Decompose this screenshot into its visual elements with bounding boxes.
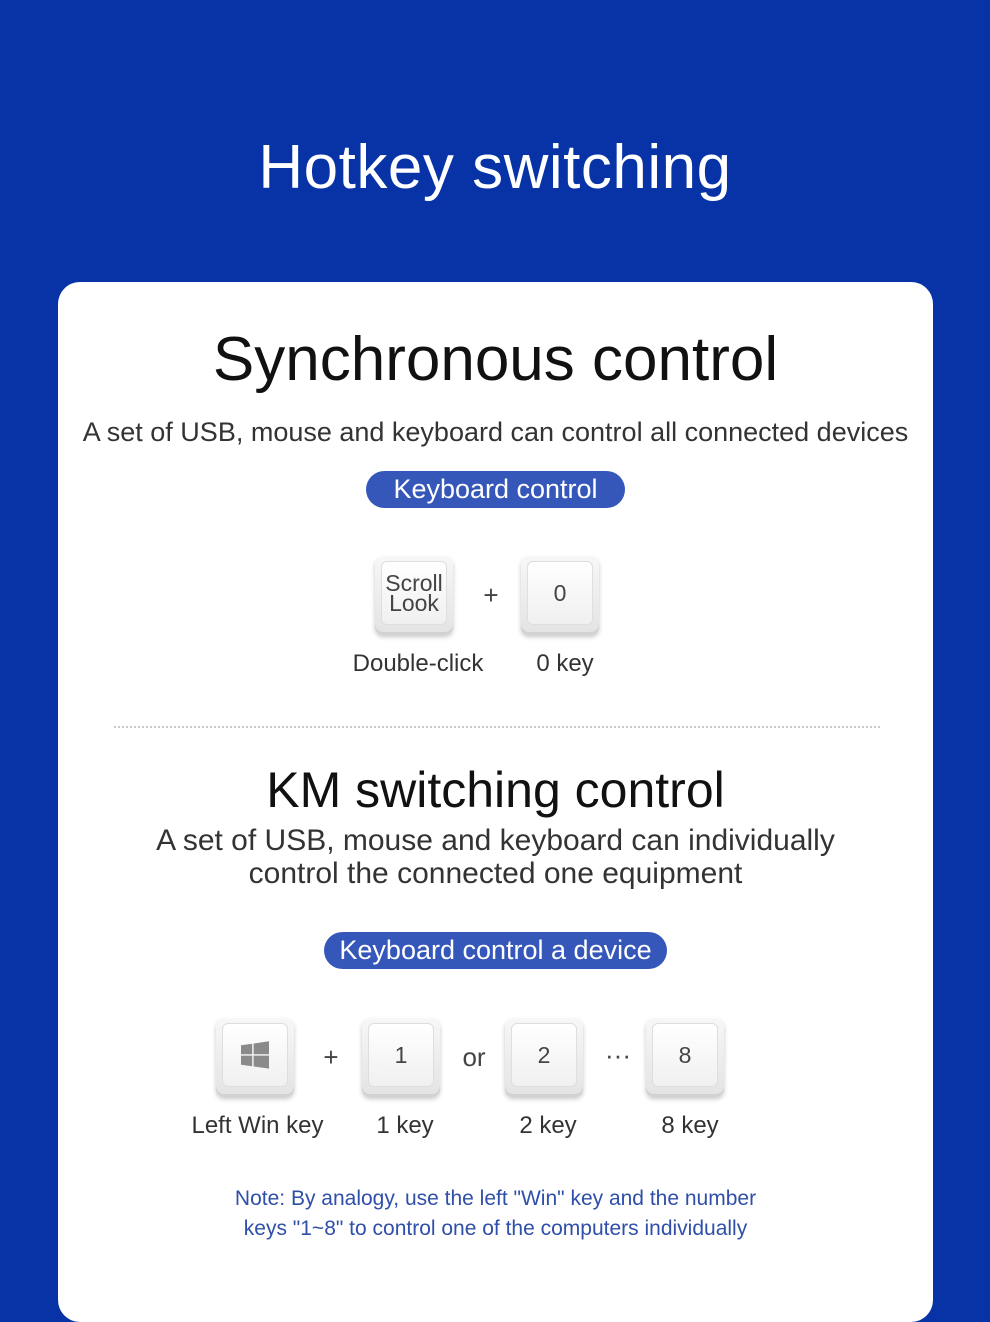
eight-key-face: 8 [652,1023,718,1087]
content-card [58,282,933,1322]
two-key-label: 2 key [519,1112,577,1139]
km-title: KM switching control [266,762,725,818]
zero-key [521,557,599,635]
plus-sign-km: + [323,1042,339,1072]
note-line2: keys "1~8" to control one of the computers individually [243,1217,748,1240]
left-win-key-label: Left Win key [191,1112,324,1139]
scroll-lock-line2: Look [389,590,439,616]
plus-sign: + [483,580,499,610]
two-key [505,1019,583,1097]
zero-key-face: 0 [527,561,593,625]
scroll-lock-key-face [381,561,447,625]
eight-key-label: 8 key [661,1112,719,1139]
section-divider [114,726,880,728]
note-line1: Note: By analogy, use the left "Win" key and the number [234,1187,757,1210]
or-text: or [462,1042,486,1072]
one-key [362,1019,440,1097]
double-click-label: Double-click [352,650,484,677]
sync-title: Synchronous control [212,325,779,394]
scroll-lock-key [375,557,453,635]
km-subtitle-line2: control the connected one equipment [248,857,743,890]
scroll-lock-line1: Scroll [385,570,443,596]
one-key-face: 1 [368,1023,434,1087]
page-title: Hotkey switching [258,133,732,202]
keyboard-control-device-badge: Keyboard control a device [324,932,667,969]
keyboard-control-badge: Keyboard control [366,471,625,508]
zero-key-label: 0 key [536,650,594,677]
one-key-label: 1 key [376,1112,434,1139]
windows-logo-icon [240,1040,270,1070]
km-subtitle-line1: A set of USB, mouse and keyboard can individually [156,824,835,857]
two-key-face: 2 [511,1023,577,1087]
left-win-key [216,1019,294,1097]
ellipsis-dots: ··· [605,1040,631,1070]
left-win-key-face [222,1023,288,1087]
eight-key [646,1019,724,1097]
sync-subtitle: A set of USB, mouse and keyboard can control all connected devices [82,417,909,447]
